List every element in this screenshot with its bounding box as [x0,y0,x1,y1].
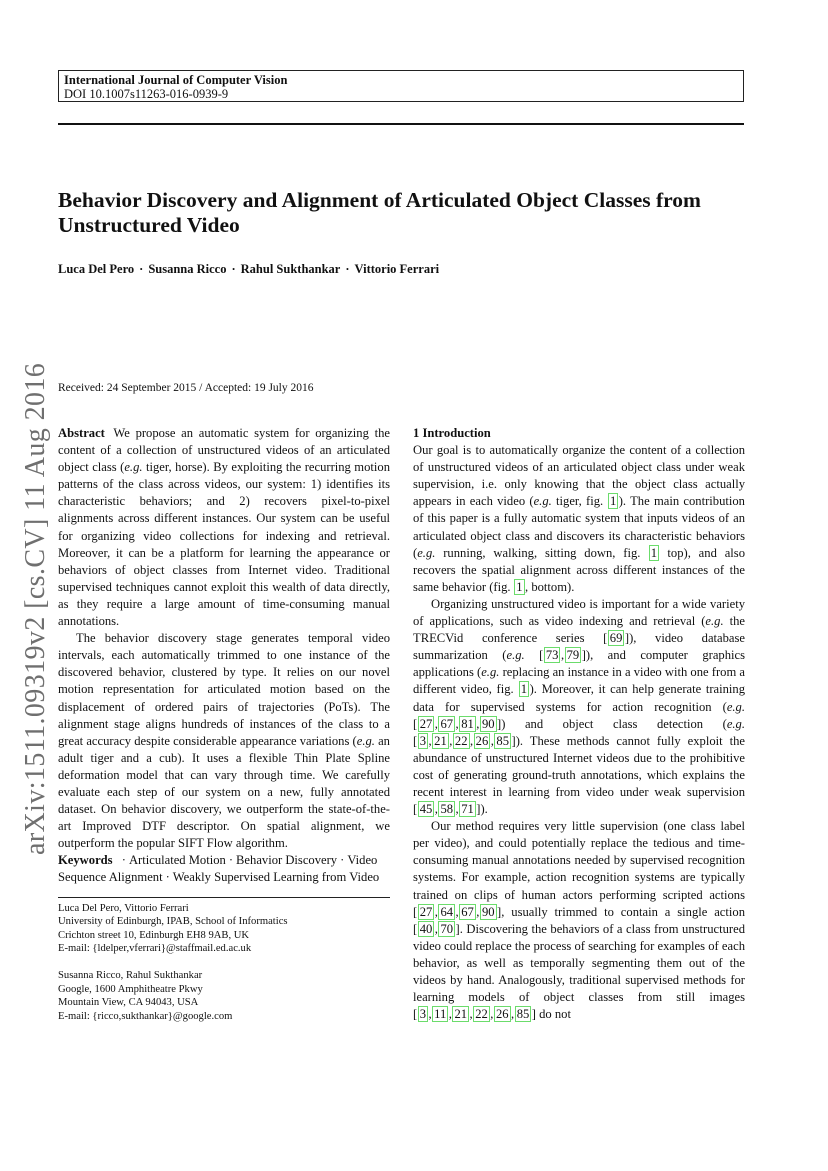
author-separator: · [231,262,236,276]
citation-link[interactable]: 26 [475,733,489,748]
right-column [413,425,745,1023]
author-name: Luca Del Pero [58,262,135,276]
keyword: Weakly Supervised Learning from Video [172,870,380,885]
citation-link[interactable]: 90 [481,716,495,731]
keyword: Articulated Motion [128,853,226,868]
affiliation-edinburgh: Luca Del Pero, Vittorio Ferrari University of Edinburgh, IPAB, School of Informatics Crichton street 10, Edinburgh EH8 9AB, UK E-mail: {ldelper,vferrari}@staffmail.ed.ac.uk [58,902,390,956]
keywords: Keywords · Articulated Motion · Behavior Discovery · Video Sequence Alignment · Weakly Supervised Learning from Video [58,853,380,885]
citation-link[interactable]: 67 [440,716,454,731]
journal-header-box [58,70,744,102]
paper-title [58,188,748,238]
citation-link[interactable]: 3 [419,1007,426,1022]
citation-link[interactable]: 85 [516,1007,530,1022]
intro-paragraph-2: Organizing unstructured video is important for a wide variety of applications, such as video indexing and retrieval (e.g. the TRECVid conference series [ 69 ]), video database summarization (e.g. [ 73 , 79 ]), and computer graphics applications (e.g. replacing an instance in a video with one from a different video, fig. 1 ). Moreover, it can help generate training data for supervised systems for action recognition (e.g. [ 27 , 67 , 81 , 90 ]) and object class detection (e.g. [ 3 , 21 , 22 , 26 , 85 ]). These methods cannot fully exploit the abundance of unstructured Internet videos due to the prohibitive cost of generating ground-truth annotations, which explains the recent interest in learning from video under weak supervision [ 45 , 58 , 71 ]). [413,596,746,817]
citation-link[interactable]: 90 [481,904,495,919]
keyword: Video Sequence Alignment [58,853,378,885]
citation-link[interactable]: 69 [609,631,623,646]
author-list [58,262,748,277]
citation-link[interactable]: 22 [475,1007,488,1022]
citation-link[interactable]: 64 [440,904,454,919]
citation-link[interactable]: 67 [461,904,474,919]
email-edinburgh: E-mail: {ldelper,vferrari}@staffmail.ed.ac.uk [58,943,252,955]
citation-link[interactable]: 81 [461,716,474,731]
section-heading-introduction: 1 Introduction [413,426,491,440]
journal-doi: DOI 10.1007s11263-016-0939-9 [64,87,229,101]
footnote-rule [58,897,390,898]
citation-link[interactable]: 45 [419,802,433,817]
abstract-paragraph-1: Abstract We propose an automatic system for organizing the content of a collection of unstructured videos of an articulated object class (e.g. tiger, horse). By exploiting the recurring motion patterns of the class across videos, our system: 1) identifies its characteristic behaviors; and 2) recovers pixel-to-pixel alignments across different instances. Our system can be useful for organizing video collections for indexing and retrieval. Moreover, it can be a platform for learning the appearance or behaviors of object classes from Internet video. Traditional supervised techniques cannot exploit this wealth of data directly, as they require a large amount of time-consuming manual annotations. [58,426,390,629]
citation-link[interactable]: 27 [419,716,433,731]
affiliation-google: Susanna Ricco, Rahul Sukthankar Google, 1600 Amphitheatre Pkwy Mountain View, CA 94043, USA E-mail: {ricco,sukthankar}@google.com [58,969,390,1023]
email-google: E-mail: {ricco,sukthankar}@google.com [58,1010,233,1022]
figure-link[interactable]: 1 [516,579,523,594]
citation-link[interactable]: 22 [454,733,468,748]
citation-link[interactable]: 40 [419,921,433,936]
citation-link[interactable]: 79 [566,648,580,663]
header-rule [58,123,744,125]
author-name: Vittorio Ferrari [354,262,440,276]
received-dates: Received: 24 September 2015 / Accepted: 19 July 2016 [58,382,314,394]
author-separator: · [139,262,144,276]
citation-link[interactable]: 26 [495,1007,509,1022]
author-name: Susanna Ricco [148,262,227,276]
citation-link[interactable]: 73 [545,648,559,663]
figure-link[interactable]: 1 [520,682,528,697]
citation-link[interactable]: 71 [461,802,474,817]
keywords-label: Keywords [58,853,113,868]
author-separator: · [345,262,350,276]
intro-paragraph-1: Our goal is to automatically organize the content of a collection of unstructured videos of an articulated object class under weak supervision, i.e. only knowing that the object class actually appears in each video (e.g. tiger, fig. 1 ). The main contribution of this paper is a fully automatic system that inputs videos of an articulated object class and discovers its characteristic behaviors (e.g. running, walking, sitting down, fig. 1 top), and also recovers the spatial alignment across different instances of the same behavior (fig. 1 , bottom). [413,443,745,594]
citation-link[interactable]: 3 [419,733,426,748]
author-name: Rahul Sukthankar [240,262,341,276]
arxiv-watermark: arXiv:1511.09319v2 [cs.CV] 11 Aug 2016 [20,362,51,855]
citation-link[interactable]: 27 [419,904,433,919]
figure-link[interactable]: 1 [609,494,617,509]
left-column [58,425,390,1023]
citation-link[interactable]: 11 [434,1007,447,1022]
citation-link[interactable]: 21 [454,1007,468,1022]
intro-paragraph-3: Our method requires very little supervision (one class label per video), and could potentially replace the tedious and time-consuming manual annotations needed by supervised recognition systems. For example, action recognition systems are typically trained on clips of human actors performing scripted actions [ 27 , 64 , 67 , 90 ], usually trimmed to contain a single action [ 40 , 70 ]. Discovering the behaviors of a class from unstructured video could replace the process of searching for examples of each behavior, as well as temporally segmenting them out of the videos by hand. Analogously, traditional supervised methods for learning models of object classes from still images [ 3 , 11 , 21 , 22 , 26 , 85 ] do not [413,819,745,1022]
abstract-label: Abstract [58,426,105,440]
journal-name: International Journal of Computer Vision [64,73,288,87]
abstract-paragraph-2: The behavior discovery stage generates temporal video intervals, each automatically trimmed to one instance of the discovered behavior, clustered by type. It relies on our novel motion representation for articulated motion based on the displacement of ordered pairs of trajectories (PoTs). The alignment stage aligns hundreds of instances of the class to a great accuracy despite considerable appearance variations (e.g. an adult tiger and a cub). It uses a flexible Thin Plate Spline deformation model that can vary through time. We carefully evaluate each step of our system on a new, fully annotated dataset. On behavior discovery, we outperform the state-of-the-art Improved DTF descriptor. On spatial alignment, we outperform the popular SIFT Flow algorithm. [58,631,390,851]
figure-link[interactable]: 1 [650,545,658,560]
citation-link[interactable]: 70 [440,921,454,936]
citation-link[interactable]: 85 [496,733,509,748]
citation-link[interactable]: 21 [434,733,447,748]
title-line-2: Unstructured Video [58,213,240,237]
citation-link[interactable]: 58 [440,802,454,817]
title-line-1: Behavior Discovery and Alignment of Articulated Object Classes from [58,188,701,212]
keyword: Behavior Discovery [236,853,338,868]
